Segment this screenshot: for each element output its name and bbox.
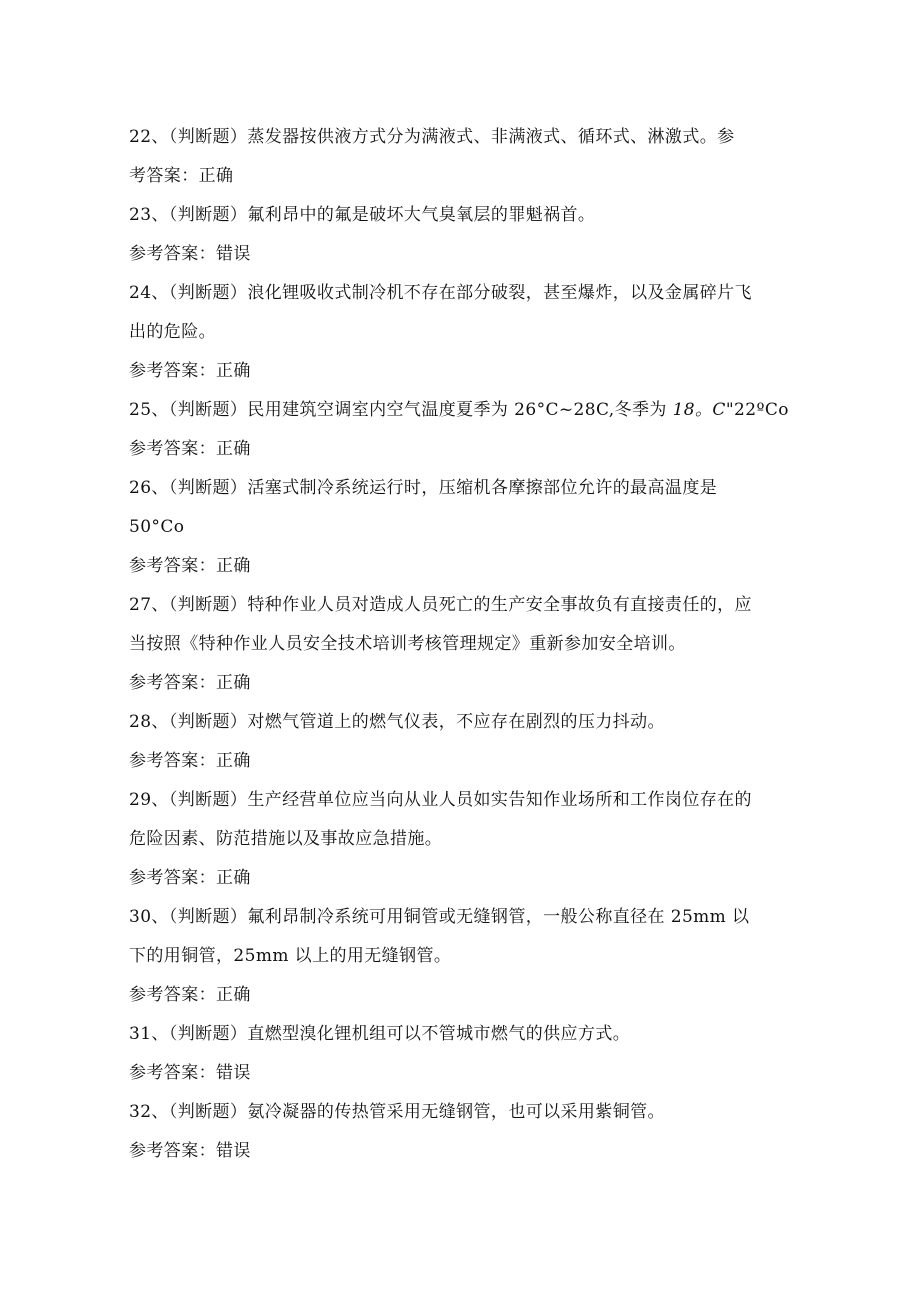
question-text-line: 32、（判断题）氨冷凝器的传热管采用无缝钢管，也可以采用紫铜管。 xyxy=(129,1102,665,1122)
answer-line: 参考答案：正确 xyxy=(129,361,251,381)
question-text-line: 29、（判断题）生产经营单位应当向从业人员如实告知作业场所和工作岗位存在的 xyxy=(129,790,752,810)
question-text-line: 50°Co xyxy=(129,517,185,537)
question-26 xyxy=(129,469,789,586)
question-text-line: 出的危险。 xyxy=(129,322,216,342)
question-28 xyxy=(129,703,789,781)
question-text-italic-segment: 18。C xyxy=(672,400,726,420)
question-text-line: 危险因素、防范措施以及事故应急措施。 xyxy=(129,829,443,849)
question-text-line: 23、（判断题）氟利昂中的氟是破坏大气臭氧层的罪魁祸首。 xyxy=(129,205,596,225)
answer-line: 参考答案：正确 xyxy=(129,985,251,1005)
question-23 xyxy=(129,196,789,274)
question-list xyxy=(129,118,789,1171)
question-text-segment: 25、（判断题）民用建筑空调室内空气温度夏季为 26°C~28C,冬季为 xyxy=(129,400,673,420)
answer-line: 参考答案：正确 xyxy=(129,868,251,888)
answer-line: 考答案：正确 xyxy=(129,166,234,186)
answer-line: 参考答案：正确 xyxy=(129,556,251,576)
question-text-line: 31、（判断题）直燃型溴化锂机组可以不管城市燃气的供应方式。 xyxy=(129,1024,631,1044)
answer-line: 参考答案：正确 xyxy=(129,439,251,459)
question-30 xyxy=(129,898,789,1015)
question-29 xyxy=(129,781,789,898)
answer-line: 参考答案：正确 xyxy=(129,751,251,771)
question-text-line: 27、（判断题）特种作业人员对造成人员死亡的生产安全事故负有直接责任的，应 xyxy=(129,595,752,615)
question-32 xyxy=(129,1093,789,1171)
question-text-line xyxy=(129,391,789,430)
question-22 xyxy=(129,118,789,196)
question-25 xyxy=(129,391,789,469)
question-text-line: 30、（判断题）氟利昂制冷系统可用铜管或无缝钢管，一般公称直径在 25mm 以 xyxy=(129,907,750,927)
question-27 xyxy=(129,586,789,703)
question-31 xyxy=(129,1015,789,1093)
answer-line: 参考答案：正确 xyxy=(129,673,251,693)
question-text-line: 当按照《特种作业人员安全技术培训考核管理规定》重新参加安全培训。 xyxy=(129,634,686,654)
question-text-line: 下的用铜管，25mm 以上的用无缝钢管。 xyxy=(129,946,452,966)
answer-line: 参考答案：错误 xyxy=(129,1141,251,1161)
question-text-line: 28、（判断题）对燃气管道上的燃气仪表，不应存在剧烈的压力抖动。 xyxy=(129,712,665,732)
question-text-line: 26、（判断题）活塞式制冷系统运行时，压缩机各摩擦部位允许的最高温度是 xyxy=(129,478,718,498)
question-24 xyxy=(129,274,789,391)
question-text-segment: "22ºCo xyxy=(725,400,789,420)
answer-line: 参考答案：错误 xyxy=(129,1063,251,1083)
question-text-line: 22、（判断题）蒸发器按供液方式分为满液式、非满液式、循环式、淋激式。参 xyxy=(129,127,735,147)
question-text-line: 24、（判断题）浪化锂吸收式制冷机不存在部分破裂，甚至爆炸，以及金属碎片飞 xyxy=(129,283,752,303)
answer-line: 参考答案：错误 xyxy=(129,244,251,264)
